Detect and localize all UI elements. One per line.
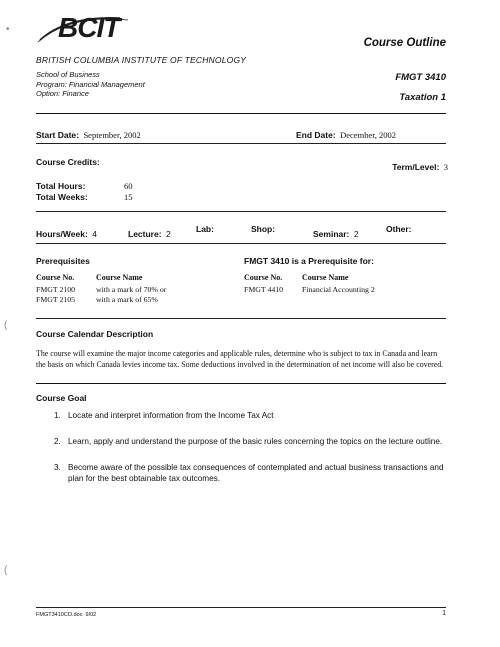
list-item [54, 436, 446, 447]
goal-text: Learn, apply and understand the purpose of the basic rules concerning the topics on the lecture outline. [68, 437, 443, 446]
term-level [392, 157, 448, 175]
total-hours-label: Total Hours: [36, 181, 86, 191]
program-name: Program: Financial Management [36, 79, 145, 89]
school-info [36, 70, 145, 99]
hours-week-value: 4 [92, 229, 97, 239]
goal-number: 3. [54, 463, 61, 472]
page-number: 1 [442, 610, 446, 617]
goal-text: Become aware of the possible tax consequences of contemplated and actual business transactions and plan for the best obtainable tax outcomes. [68, 463, 444, 483]
shop-label: Shop: [251, 224, 276, 234]
lecture-hours [128, 224, 171, 242]
seminar-value: 2 [353, 229, 359, 239]
start-date-label: Start Date: [36, 130, 79, 140]
document-title: Course Outline [363, 37, 446, 49]
term-level-value: 3 [443, 162, 448, 172]
footer-divider [36, 607, 446, 608]
goal-text: Locate and interpret information from the Income Tax Act [68, 411, 274, 420]
total-weeks-value: 15 [124, 192, 133, 202]
term-level-label: Term/Level: [392, 162, 440, 172]
goal-number: 2. [54, 437, 61, 446]
course-goal-list [54, 410, 446, 499]
institution-name: BRITISH COLUMBIA INSTITUTE OF TECHNOLOGY [36, 55, 247, 65]
prereq-for-course-name: Financial Accounting 2 [302, 285, 375, 294]
table-row [36, 295, 158, 305]
calendar-description-title: Course Calendar Description [36, 329, 154, 339]
seminar-label: Seminar: [313, 229, 350, 239]
prereq-for-col-course-name: Course Name [302, 273, 349, 282]
course-credits-label: Course Credits: [36, 157, 100, 167]
scan-mark: ( [4, 565, 8, 576]
hours-per-week [36, 224, 97, 242]
course-goal-title: Course Goal [36, 393, 87, 403]
scan-mark: ( [4, 320, 8, 331]
logo-text: BCIT [58, 12, 120, 43]
footer-filename: FMGT3410CO.doc [36, 612, 83, 618]
table-row [244, 285, 375, 295]
end-date-label: End Date: [296, 130, 336, 140]
prereq-for-course-no: FMGT 4410 [244, 285, 284, 294]
lecture-value: 2 [166, 229, 171, 239]
course-name: Taxation 1 [399, 92, 446, 103]
prereq-course-no: FMGT 2100 [36, 285, 76, 294]
prereq-course-no: FMGT 2105 [36, 295, 76, 304]
footer-file [36, 612, 96, 618]
calendar-description-text: The course will examine the major income categories and applicable rules, determine who is subject to tax in Canada and learn the basis on which Canada levies income tax. Some deductions involved in the determination of net income will also be covered. [36, 349, 444, 369]
credits-divider [36, 211, 446, 212]
hours-divider [36, 243, 446, 244]
other-label: Other: [386, 224, 412, 234]
calendar-divider [36, 383, 446, 384]
goal-number: 1. [54, 411, 61, 420]
prereq-col-course-name: Course Name [96, 273, 143, 282]
list-item [54, 410, 446, 421]
start-date [36, 125, 141, 143]
school-name: School of Business [36, 70, 100, 79]
scan-mark: • [6, 24, 10, 35]
option-name: Option: Finance [36, 89, 89, 98]
seminar-hours [313, 224, 359, 242]
header-divider [36, 113, 446, 114]
dates-divider [36, 143, 446, 144]
start-date-value: September, 2002 [83, 130, 141, 140]
lecture-label: Lecture: [128, 229, 162, 239]
course-code: FMGT 3410 [395, 72, 446, 83]
prerequisites-title: Prerequisites [36, 256, 90, 266]
list-item [54, 462, 446, 484]
lab-label: Lab: [196, 224, 214, 234]
prereq-col-course-no: Course No. [36, 273, 75, 282]
prereq-for-col-course-no: Course No. [244, 273, 283, 282]
footer-revision: 9/02 [85, 612, 97, 618]
prereq-course-name: with a mark of 65% [96, 295, 158, 304]
prereq-course-name: with a mark of 70% or [96, 285, 167, 294]
table-row [36, 285, 166, 295]
end-date-value: December, 2002 [340, 130, 396, 140]
prerequisite-for-title: FMGT 3410 is a Prerequisite for: [244, 256, 374, 266]
hours-week-label: Hours/Week: [36, 229, 88, 239]
bcit-logo [36, 10, 146, 50]
total-weeks-label: Total Weeks: [36, 192, 88, 202]
end-date [296, 125, 396, 143]
prereq-divider [36, 318, 446, 319]
total-hours-value: 60 [124, 181, 133, 191]
